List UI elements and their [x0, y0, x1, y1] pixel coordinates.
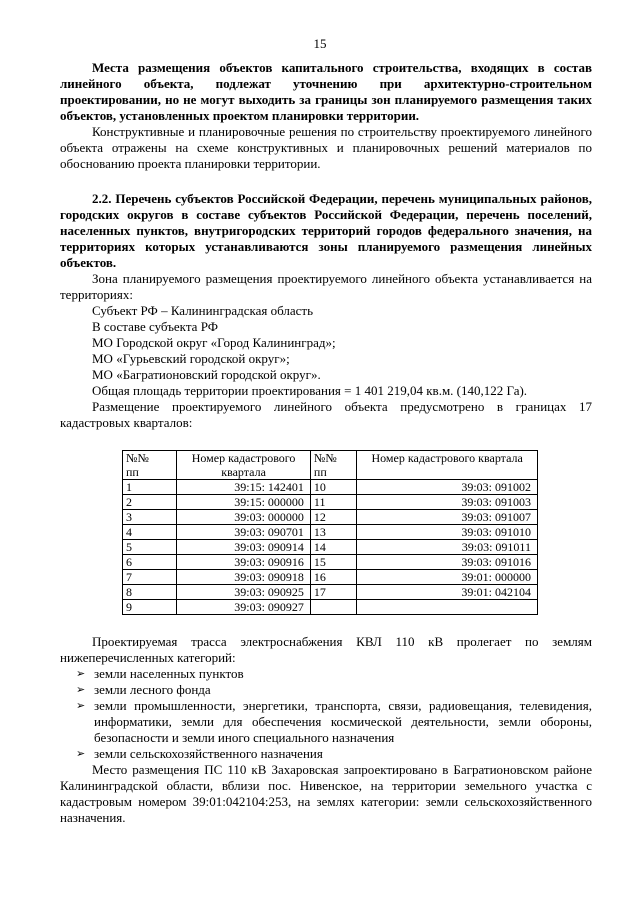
arrow-bullet-icon: ➢ [76, 683, 86, 696]
row-code-2: 39:03: 091007 [357, 510, 538, 525]
header-num-2: №№ пп [310, 451, 356, 480]
table-row [123, 540, 538, 555]
spacer [60, 431, 592, 450]
table-row [123, 525, 538, 540]
section-heading: 2.2. Перечень субъектов Российской Федерации, перечень муниципальных районов, городских округов в составе субъектов Российской Федерации, перечень поселений, населенных пунктов, внутригородских территорий городов федерального значения, на территориях которых устанавливаются зоны планируемого размещения линейных объектов. [60, 191, 592, 270]
arrow-bullet-icon: ➢ [76, 747, 86, 760]
table-row [123, 585, 538, 600]
route-paragraph: Проектируемая трасса электроснабжения КВЛ 110 кВ пролегает по землям нижеперечисленных категорий: [60, 634, 592, 665]
intro-bold-paragraph: Места размещения объектов капитального строительства, входящих в состав линейного объекта, подлежат уточнению при архитектурно-строительном проектировании, но не могут выходить за границы зон планируемого размещения таких объектов, установленных проектом планировки территории. [60, 60, 592, 123]
spacer [60, 172, 592, 191]
territory-line: Субъект РФ – Калининградская область [92, 303, 314, 318]
header-code-1: Номер кадастрового квартала [177, 451, 311, 480]
header-code-2: Номер кадастрового квартала [357, 451, 538, 480]
row-code-2: 39:03: 091003 [357, 495, 538, 510]
table-row [123, 600, 538, 615]
territory-line: В составе субъекта РФ [92, 319, 218, 334]
placement-paragraph: Размещение проектируемого линейного объекта предусмотрено в границах 17 кадастровых кварталов: [60, 399, 592, 430]
row-num-1: 7 [123, 570, 177, 585]
row-num-1: 1 [123, 480, 177, 495]
table-body [123, 480, 538, 615]
row-num-1: 6 [123, 555, 177, 570]
intro-paragraph: Конструктивные и планировочные решения по строительству проектируемого линейного объекта отражены на схеме конструктивных и планировочных решений материалов по обоснованию проекта планировки территории. [60, 124, 592, 171]
territory-list [60, 303, 592, 383]
row-num-1: 2 [123, 495, 177, 510]
territory-line: МО Городской округ «Город Калининград»; [92, 335, 336, 350]
row-num-2: 16 [310, 570, 356, 585]
row-num-1: 4 [123, 525, 177, 540]
row-code-2: 39:01: 000000 [357, 570, 538, 585]
table-header-row [123, 451, 538, 480]
row-code-1: 39:15: 142401 [177, 480, 311, 495]
row-code-1: 39:03: 000000 [177, 510, 311, 525]
list-item: ➢ земли населенных пунктов [76, 666, 244, 681]
row-code-1: 39:03: 090925 [177, 585, 311, 600]
zone-paragraph: Зона планируемого размещения проектируемого линейного объекта устанавливается на территориях: [60, 271, 592, 302]
list-item: ➢ земли сельскохозяйственного назначения [76, 746, 323, 761]
row-code-2: 39:03: 091010 [357, 525, 538, 540]
row-num-2: 11 [310, 495, 356, 510]
row-num-1: 8 [123, 585, 177, 600]
territory-line: МО «Багратионовский городской округ». [92, 367, 321, 382]
row-code-2: 39:03: 091016 [357, 555, 538, 570]
row-num-2: 14 [310, 540, 356, 555]
territory-line: МО «Гурьевский городской округ»; [92, 351, 290, 366]
document-body [60, 60, 592, 826]
arrow-bullet-icon: ➢ [76, 699, 86, 712]
row-num-1: 5 [123, 540, 177, 555]
row-num-2: 15 [310, 555, 356, 570]
table-row [123, 555, 538, 570]
cadastral-quarters-table [122, 450, 538, 615]
row-num-1: 3 [123, 510, 177, 525]
row-code-1: 39:03: 090916 [177, 555, 311, 570]
header-num-1: №№ пп [123, 451, 177, 480]
table-row [123, 510, 538, 525]
row-num-1: 9 [123, 600, 177, 615]
list-item: ➢ земли лесного фонда [76, 682, 211, 697]
row-code-2: 39:03: 091002 [357, 480, 538, 495]
row-code-2: 39:03: 091011 [357, 540, 538, 555]
row-code-1: 39:15: 000000 [177, 495, 311, 510]
row-code-1: 39:03: 090918 [177, 570, 311, 585]
row-code-1: 39:03: 090914 [177, 540, 311, 555]
row-code-1: 39:03: 090701 [177, 525, 311, 540]
row-code-2 [357, 600, 538, 615]
table-row [123, 570, 538, 585]
arrow-bullet-icon: ➢ [76, 667, 86, 680]
land-category-list [60, 666, 592, 762]
row-code-2: 39:01: 042104 [357, 585, 538, 600]
substation-paragraph: Место размещения ПС 110 кВ Захаровская запроектировано в Багратионовском районе Калининградской области, вблизи пос. Нивенское, на территории земельного участка с кадастровым номером 39:01:042104:253, на землях категории: земли сельскохозяйственного назначения. [60, 762, 592, 825]
row-num-2: 10 [310, 480, 356, 495]
list-item: ➢ земли промышленности, энергетики, транспорта, связи, радиовещания, телевидения, информатики, земли для обеспечения космической деятельности, земли обороны, безопасности и земли иного специального назначения [76, 698, 592, 745]
area-line: Общая площадь территории проектирования = 1 401 219,04 кв.м. (140,122 Га). [92, 383, 528, 398]
table-row [123, 480, 538, 495]
row-num-2 [310, 600, 356, 615]
row-num-2: 13 [310, 525, 356, 540]
spacer [60, 615, 592, 634]
row-num-2: 17 [310, 585, 356, 600]
row-num-2: 12 [310, 510, 356, 525]
row-code-1: 39:03: 090927 [177, 600, 311, 615]
page-number: 15 [313, 36, 327, 51]
table-row [123, 495, 538, 510]
